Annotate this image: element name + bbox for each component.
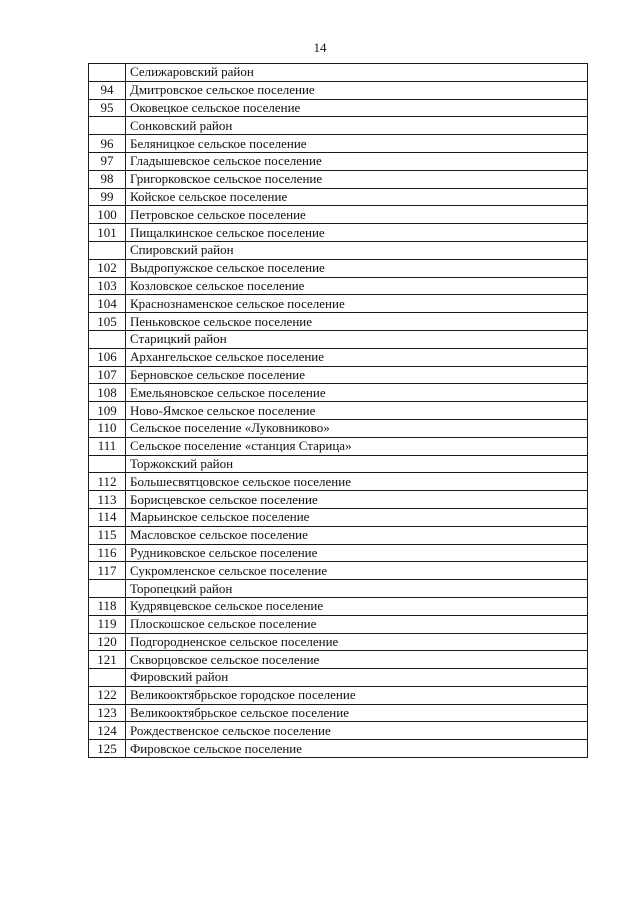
- settlement-name: Сельское поселение «станция Старица»: [126, 437, 588, 455]
- table-row: [89, 704, 588, 722]
- settlement-name: Берновское сельское поселение: [126, 366, 588, 384]
- settlement-name: Масловское сельское поселение: [126, 526, 588, 544]
- row-number: 123: [89, 704, 126, 722]
- row-number: 124: [89, 722, 126, 740]
- row-number: 125: [89, 740, 126, 758]
- settlement-name: Козловское сельское поселение: [126, 277, 588, 295]
- settlement-name: Фировское сельское поселение: [126, 740, 588, 758]
- row-number: 115: [89, 526, 126, 544]
- row-number: 100: [89, 206, 126, 224]
- row-number: 122: [89, 686, 126, 704]
- table-row: [89, 419, 588, 437]
- district-header-row: [89, 64, 588, 82]
- table-row: [89, 348, 588, 366]
- settlement-name: Григорковское сельское поселение: [126, 170, 588, 188]
- table-row: [89, 686, 588, 704]
- table-row: [89, 170, 588, 188]
- row-number: [89, 64, 126, 82]
- settlement-name: Гладышевское сельское поселение: [126, 152, 588, 170]
- table-row: [89, 135, 588, 153]
- settlement-name: Большесвятцовское сельское поселение: [126, 473, 588, 491]
- district-header-row: [89, 580, 588, 598]
- row-number: 104: [89, 295, 126, 313]
- row-number: 112: [89, 473, 126, 491]
- settlement-name: Ново-Ямское сельское поселение: [126, 402, 588, 420]
- district-name: Торжокский район: [126, 455, 588, 473]
- row-number: 113: [89, 491, 126, 509]
- row-number: 109: [89, 402, 126, 420]
- settlement-name: Пищалкинское сельское поселение: [126, 224, 588, 242]
- table-row: [89, 206, 588, 224]
- table-row: [89, 740, 588, 758]
- row-number: 105: [89, 313, 126, 331]
- settlement-name: Архангельское сельское поселение: [126, 348, 588, 366]
- row-number: [89, 455, 126, 473]
- row-number: 102: [89, 259, 126, 277]
- district-name: Селижаровский район: [126, 64, 588, 82]
- row-number: 94: [89, 81, 126, 99]
- district-name: Фировский район: [126, 669, 588, 687]
- settlement-name: Скворцовское сельское поселение: [126, 651, 588, 669]
- settlement-name: Подгородненское сельское поселение: [126, 633, 588, 651]
- row-number: [89, 241, 126, 259]
- table-row: [89, 562, 588, 580]
- row-number: 96: [89, 135, 126, 153]
- table-row: [89, 597, 588, 615]
- table-row: [89, 152, 588, 170]
- page-number: 14: [313, 40, 327, 55]
- row-number: 106: [89, 348, 126, 366]
- settlement-name: Рудниковское сельское поселение: [126, 544, 588, 562]
- table-row: [89, 526, 588, 544]
- row-number: 99: [89, 188, 126, 206]
- table-row: [89, 313, 588, 331]
- row-number: [89, 669, 126, 687]
- table-row: [89, 277, 588, 295]
- row-number: 120: [89, 633, 126, 651]
- settlement-name: Выдропужское сельское поселение: [126, 259, 588, 277]
- row-number: 97: [89, 152, 126, 170]
- settlement-name: Рождественское сельское поселение: [126, 722, 588, 740]
- table-row: [89, 259, 588, 277]
- district-name: Сонковский район: [126, 117, 588, 135]
- district-header-row: [89, 669, 588, 687]
- row-number: 119: [89, 615, 126, 633]
- row-number: 114: [89, 508, 126, 526]
- row-number: 108: [89, 384, 126, 402]
- table-row: [89, 188, 588, 206]
- settlement-name: Петровское сельское поселение: [126, 206, 588, 224]
- row-number: 95: [89, 99, 126, 117]
- settlement-name: Марьинское сельское поселение: [126, 508, 588, 526]
- row-number: 111: [89, 437, 126, 455]
- row-number: 98: [89, 170, 126, 188]
- settlement-name: Оковецкое сельское поселение: [126, 99, 588, 117]
- settlement-name: Плоскошское сельское поселение: [126, 615, 588, 633]
- table-row: [89, 544, 588, 562]
- table-row: [89, 224, 588, 242]
- row-number: 101: [89, 224, 126, 242]
- table-row: [89, 437, 588, 455]
- settlement-name: Сельское поселение «Луковниково»: [126, 419, 588, 437]
- settlement-name: Дмитровское сельское поселение: [126, 81, 588, 99]
- row-number: [89, 580, 126, 598]
- table-row: [89, 366, 588, 384]
- row-number: 103: [89, 277, 126, 295]
- table-row: [89, 651, 588, 669]
- row-number: 107: [89, 366, 126, 384]
- row-number: 117: [89, 562, 126, 580]
- table-row: [89, 491, 588, 509]
- settlement-name: Койское сельское поселение: [126, 188, 588, 206]
- settlement-name: Сукромленское сельское поселение: [126, 562, 588, 580]
- table-row: [89, 633, 588, 651]
- table-row: [89, 508, 588, 526]
- table-row: [89, 473, 588, 491]
- row-number: 118: [89, 597, 126, 615]
- table-row: [89, 99, 588, 117]
- district-header-row: [89, 455, 588, 473]
- settlement-name: Великооктябрьское сельское поселение: [126, 704, 588, 722]
- settlement-name: Емельяновское сельское поселение: [126, 384, 588, 402]
- district-name: Спировский район: [126, 241, 588, 259]
- row-number: 121: [89, 651, 126, 669]
- district-name: Старицкий район: [126, 330, 588, 348]
- table-row: [89, 615, 588, 633]
- settlements-table: [88, 63, 588, 758]
- settlement-name: Борисцевское сельское поселение: [126, 491, 588, 509]
- settlement-name: Пеньковское сельское поселение: [126, 313, 588, 331]
- table-row: [89, 722, 588, 740]
- table-row: [89, 81, 588, 99]
- district-header-row: [89, 330, 588, 348]
- settlements-table-body: [89, 64, 588, 758]
- row-number: 110: [89, 419, 126, 437]
- table-row: [89, 402, 588, 420]
- settlement-name: Краснознаменское сельское поселение: [126, 295, 588, 313]
- settlement-name: Кудрявцевское сельское поселение: [126, 597, 588, 615]
- row-number: [89, 117, 126, 135]
- row-number: 116: [89, 544, 126, 562]
- row-number: [89, 330, 126, 348]
- table-row: [89, 295, 588, 313]
- district-header-row: [89, 117, 588, 135]
- settlement-name: Великооктябрьское городское поселение: [126, 686, 588, 704]
- settlement-name: Беляницкое сельское поселение: [126, 135, 588, 153]
- district-name: Торопецкий район: [126, 580, 588, 598]
- table-row: [89, 384, 588, 402]
- district-header-row: [89, 241, 588, 259]
